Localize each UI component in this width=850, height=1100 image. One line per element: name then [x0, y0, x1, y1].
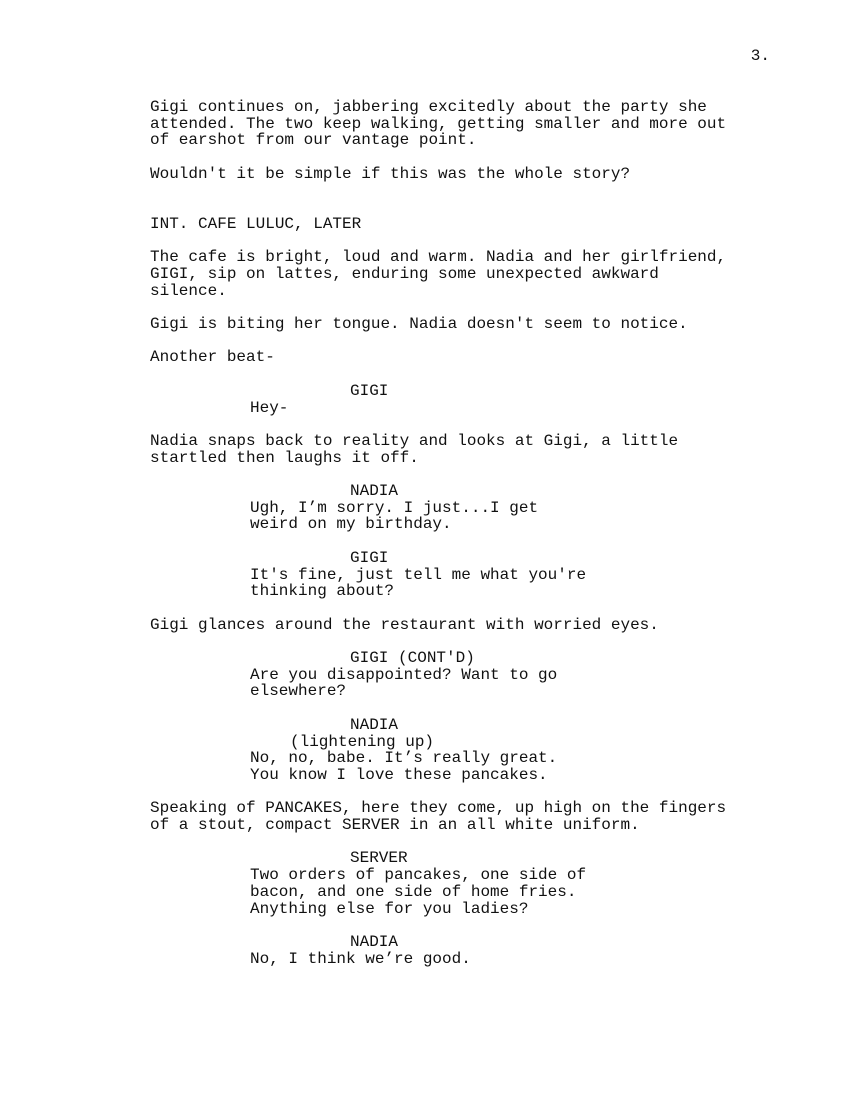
action-line: Another beat- — [150, 348, 275, 367]
action-line: Gigi glances around the restaurant with worried eyes. — [150, 615, 659, 634]
character-name: NADIA — [350, 715, 399, 734]
character-name: GIGI — [350, 548, 389, 567]
character-name: NADIA — [350, 482, 399, 501]
dialogue: Hey- — [250, 398, 289, 417]
action-line: Wouldn't it be simple if this was the whole story? — [150, 164, 631, 183]
character-name: NADIA — [350, 932, 399, 951]
parenthetical: (lightening up) — [290, 732, 435, 751]
action-line: Gigi is biting her tongue. Nadia doesn't seem to notice. — [150, 315, 688, 334]
action-line: Nadia snaps back to reality and looks at Gigi, a little startled then laughs it off. — [150, 431, 679, 467]
character-name: GIGI (CONT'D) — [350, 649, 475, 668]
action-line: Speaking of PANCAKES, here they come, up high on the fingers of a stout, compact SERVER in an all white uniform. — [150, 799, 727, 835]
action-line: The cafe is bright, loud and warm. Nadia and her girlfriend, GIGI, sip on lattes, enduring some unexpected awkward silence. — [150, 248, 727, 300]
dialogue: No, I think we’re good. — [250, 949, 471, 968]
dialogue: Two orders of pancakes, one side of bacon, and one side of home fries. Anything else for you ladies? — [250, 866, 587, 918]
character-name: SERVER — [350, 849, 408, 868]
screenplay-body — [150, 99, 750, 967]
dialogue: No, no, babe. It’s really great. You know I love these pancakes. — [250, 749, 558, 784]
character-name: GIGI — [350, 381, 389, 400]
scene-heading: INT. CAFE LULUC, LATER — [150, 214, 362, 233]
dialogue: Are you disappointed? Want to go elsewhere? — [250, 665, 558, 701]
dialogue: It's fine, just tell me what you're thinking about? — [250, 565, 587, 601]
action-line: Gigi continues on, jabbering excitedly about the party she attended. The two keep walking, getting smaller and more out of earshot from our vantage point. — [150, 98, 727, 150]
page-number: 3. — [750, 47, 770, 65]
dialogue: Ugh, I’m sorry. I just...I get weird on my birthday. — [250, 498, 539, 534]
